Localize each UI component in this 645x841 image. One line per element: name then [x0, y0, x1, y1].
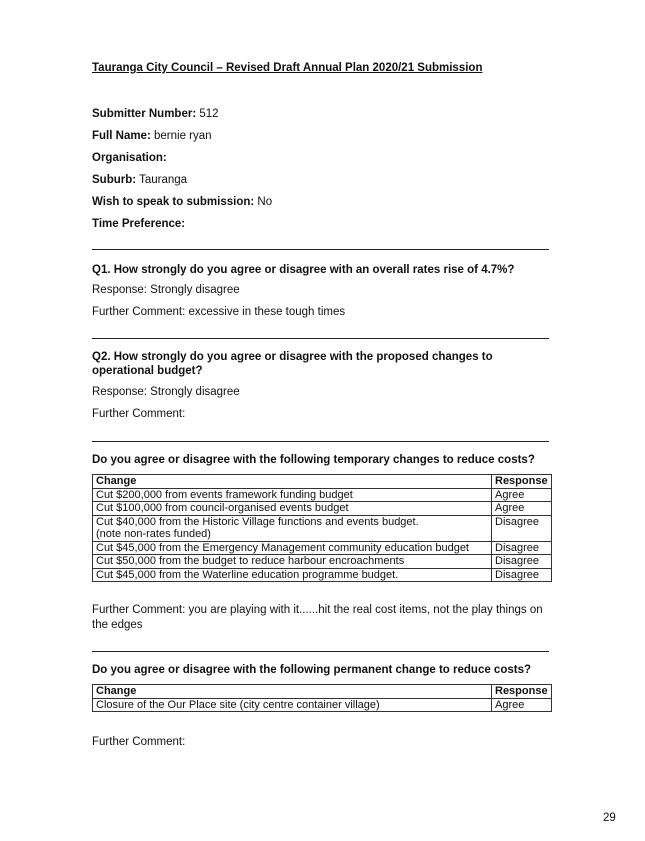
change-cell: Cut $45,000 from the Waterline education programme budget.	[93, 568, 492, 582]
response-cell: Disagree	[492, 541, 552, 555]
full-name-field	[92, 130, 212, 142]
time-preference-field	[92, 218, 185, 230]
suburb-label: Suburb:	[92, 174, 137, 186]
table-header-row	[93, 475, 552, 489]
section-divider	[92, 651, 549, 652]
submitter-number-label: Submitter Number:	[92, 108, 197, 120]
table-row	[93, 515, 552, 541]
document-title: Tauranga City Council – Revised Draft Annual Plan 2020/21 Submission	[92, 62, 483, 74]
change-cell	[93, 515, 492, 541]
full-name-value: bernie ryan	[154, 130, 212, 142]
suburb-field	[92, 174, 187, 186]
table-header-row	[93, 685, 552, 699]
wish-to-speak-value: No	[257, 196, 273, 208]
submitter-number-field	[92, 108, 219, 120]
q2-comment: Further Comment:	[92, 408, 186, 420]
page-number: 29	[603, 812, 616, 824]
wish-to-speak-label: Wish to speak to submission:	[92, 196, 255, 208]
table-row	[93, 698, 552, 712]
change-text: Cut $40,000 from the Historic Village functions and events budget.	[96, 515, 419, 528]
table-row	[93, 502, 552, 516]
q2-question: Q2. How strongly do you agree or disagree with the proposed changes to operational budget?	[92, 351, 493, 377]
header-change: Change	[93, 685, 492, 699]
header-change: Change	[93, 475, 492, 489]
section-divider	[92, 441, 549, 442]
change-cell: Cut $100,000 from council-organised events budget	[93, 502, 492, 516]
permanent-change-table	[92, 684, 552, 712]
table-row	[93, 541, 552, 555]
q1-response: Response: Strongly disagree	[92, 284, 240, 296]
temporary-changes-table	[92, 474, 552, 582]
change-cell: Cut $45,000 from the Emergency Management community education budget	[93, 541, 492, 555]
table-row	[93, 555, 552, 569]
permanent-comment: Further Comment:	[92, 736, 186, 748]
response-cell: Agree	[492, 502, 552, 516]
change-note: (note non-rates funded)	[96, 528, 211, 540]
permanent-question: Do you agree or disagree with the following permanent change to reduce costs?	[92, 664, 531, 676]
table-row	[93, 488, 552, 502]
wish-to-speak-field	[92, 196, 272, 208]
time-preference-label: Time Preference:	[92, 218, 186, 230]
response-cell: Agree	[492, 488, 552, 502]
q2-response: Response: Strongly disagree	[92, 386, 240, 398]
organisation-label: Organisation:	[92, 152, 167, 164]
organisation-field	[92, 152, 167, 164]
q1-question: Q1. How strongly do you agree or disagree with an overall rates rise of 4.7%?	[92, 264, 515, 276]
section-divider	[92, 249, 549, 250]
header-response: Response	[492, 475, 552, 489]
response-cell: Disagree	[492, 568, 552, 582]
q1-comment: Further Comment: excessive in these tough times	[92, 306, 346, 318]
temporary-comment: Further Comment: you are playing with it......hit the real cost items, not the play things on the edges	[92, 604, 543, 631]
table-row	[93, 568, 552, 582]
temporary-question: Do you agree or disagree with the following temporary changes to reduce costs?	[92, 454, 535, 466]
full-name-label: Full Name:	[92, 130, 151, 142]
section-divider	[92, 338, 549, 339]
submitter-number-value: 512	[199, 108, 219, 120]
header-response: Response	[492, 685, 552, 699]
change-cell: Cut $50,000 from the budget to reduce harbour encroachments	[93, 555, 492, 569]
change-cell: Cut $200,000 from events framework funding budget	[93, 488, 492, 502]
response-cell: Disagree	[492, 555, 552, 569]
suburb-value: Tauranga	[139, 174, 188, 186]
change-cell: Closure of the Our Place site (city centre container village)	[93, 698, 492, 712]
response-cell: Agree	[492, 698, 552, 712]
response-cell: Disagree	[492, 515, 552, 541]
